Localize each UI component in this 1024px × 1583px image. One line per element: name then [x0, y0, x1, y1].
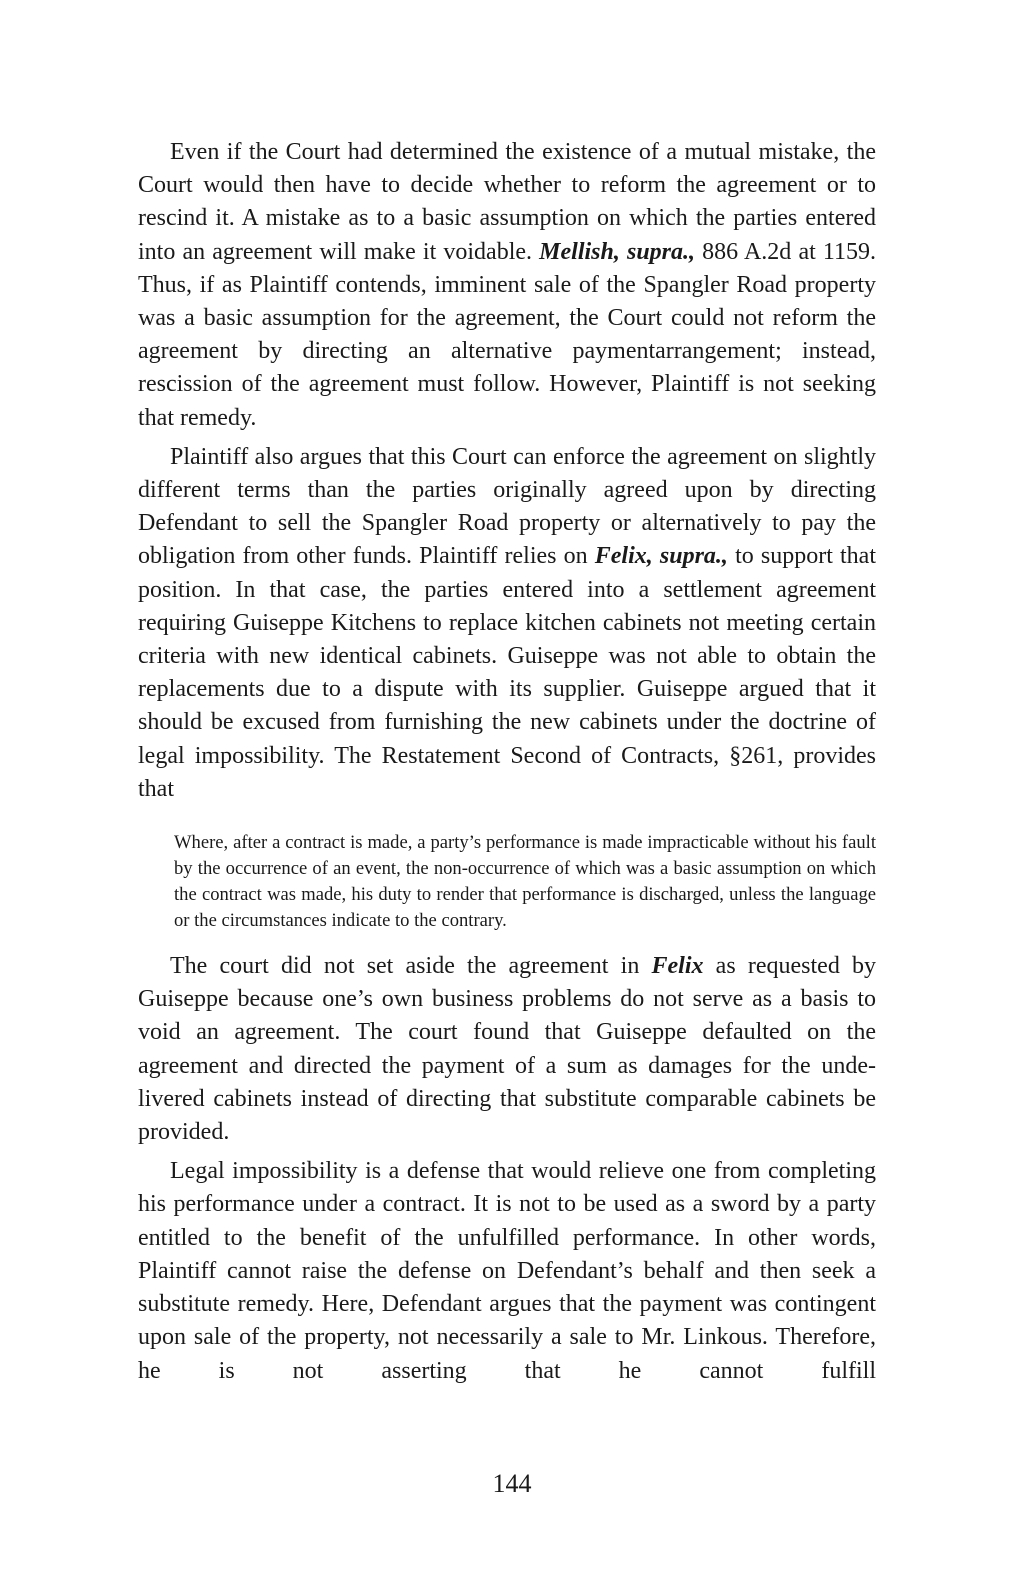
- paragraph-text: 886 A.2d at 1159. Thus, if as Plaintiff contends, imminent sale of the Spangler Road property was a basic assumption for the agreement, the Court could not reform the agreement by directing an alternative paymentarrangement; instead, rescission of the agreement must follow. However, Plaintiff is not seeking that remedy.: [138, 238, 877, 431]
- case-citation-felix: Felix, supra.,: [594, 543, 728, 570]
- paragraph-felix-holding: [138, 950, 876, 1149]
- paragraph-text: to support that position. In that case, the parties entered into a settlement agreement requiring Guiseppe Kitchens to replace kitchen cabinets not meeting certain criteria with new identical cabinets. Guiseppe was not able to obtain the replacements due to a dispute with its supplier. Guiseppe argued that it should be excused from furnishing the new cabinets under the doctrine of legal impossibility. The Restatement Second of Contracts, §261, provides that: [138, 543, 876, 802]
- paragraph-mutual-mistake: [138, 136, 876, 435]
- page-number: 144: [492, 1469, 532, 1498]
- paragraph-legal-impossibility: Legal impossibility is a defense that would relieve one from completing his performance under a contract. It is not to be used as a sword by a party entitled to the benefit of the unfulfilled performance. In other words, Plaintiff cannot raise the defense on Defendant’s behalf and then seek a substitute remedy. Here, Defendant argues that the payment was contingent upon sale of the property, not necessarily a sale to Mr. Linkous. Therefore, he is not asserting that he cannot fulfill: [138, 1158, 876, 1384]
- paragraph-text: The court did not set aside the agreement in: [170, 953, 652, 980]
- paragraph-text: Even if the Court had determined the existence of a mutual mistake, the Court would then have to decide whether to reform the agreement or to rescind it. A mistake as to a basic assumption on which the parties entered into an agreement will make it voidable.: [138, 139, 876, 265]
- paragraph-text: as requested by Guiseppe because one’s own business problems do not serve as a basis to void an agreement. The court found that Guiseppe defaulted on the agreement and directed the payment of a sum as damages for the undelivered cabinets instead of directing that substitute comparable cabinets be provided.: [138, 953, 876, 1146]
- page-body: [138, 136, 876, 1394]
- case-citation-felix: Felix: [651, 953, 704, 980]
- paragraph-text: Plaintiff also argues that this Court can enforce the agreement on slightly different terms than the parties originally agreed upon by directing Defendant to sell the Spangler Road property or alternatively to pay the obligation from other funds. Plaintiff relies on: [138, 443, 876, 570]
- paragraph-plaintiff-argument: [138, 441, 876, 806]
- block-quote-restatement: Where, after a contract is made, a party’s performance is made impracticable without his fault by the occurrence of an event, the non-occurrence of which was a basic assumption on which the contract was made, his duty to render that performance is discharged, unless the language or the circumstances indicate to the contrary.: [174, 832, 876, 932]
- case-citation-mellish: Mellish, supra.,: [539, 238, 696, 265]
